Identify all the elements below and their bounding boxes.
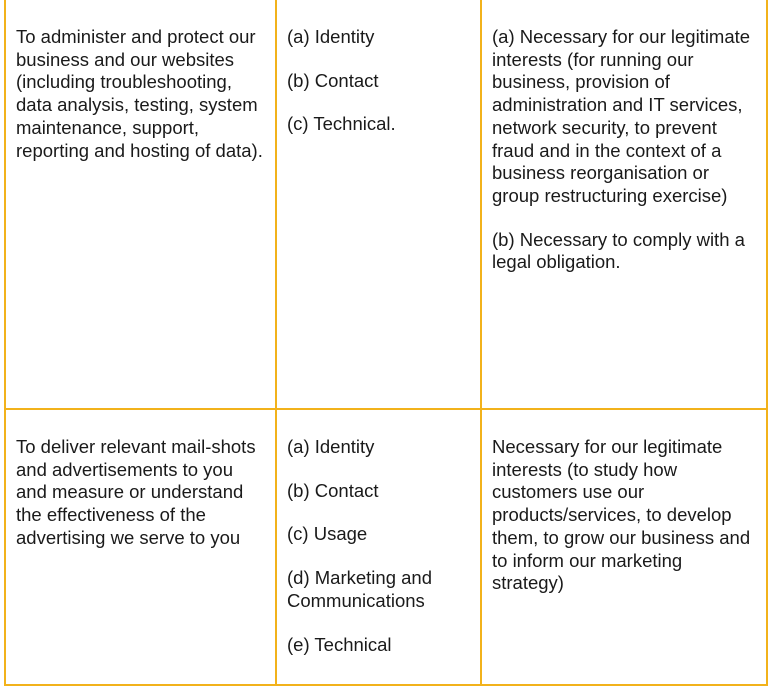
lawful-basis-item: Necessary for our legitimate interests (to study how customers use our products/services, to develop them, to grow our business and to inform our marketing strategy) xyxy=(492,436,751,594)
data-categories-cell xyxy=(276,0,481,409)
category-item: (a) Identity xyxy=(287,436,375,457)
category-item: (b) Contact xyxy=(287,69,379,91)
category-item: (a) Identity xyxy=(287,26,375,47)
purpose-text: To administer and protect our business and our websites (including troubleshooting, data analysis, testing, system maintenance, support, reporting and hosting of data). xyxy=(16,26,263,161)
category-item: (c) Usage xyxy=(287,523,368,545)
purpose-text: To deliver relevant mail-shots and advertisements to you and measure or understand the effectiveness of the advertising we serve to you xyxy=(16,436,256,548)
category-item: (b) Contact xyxy=(287,479,379,501)
category-item: (c) Technical. xyxy=(287,113,396,135)
lawful-basis-item: (b) Necessary to comply with a legal obligation. xyxy=(492,228,745,273)
purpose-cell xyxy=(5,0,276,409)
data-processing-table xyxy=(4,0,768,686)
purpose-cell xyxy=(5,409,276,685)
lawful-basis-item: (a) Necessary for our legitimate interests (for running our business, provision of administration and IT services, network security, to prevent fraud and in the context of a business reorganisation or group restructuring exercise) xyxy=(492,26,751,206)
data-categories-cell xyxy=(276,409,481,685)
lawful-basis-cell xyxy=(481,0,767,409)
lawful-basis-cell xyxy=(481,409,767,685)
category-item: (e) Technical xyxy=(287,633,392,655)
table-row xyxy=(5,0,767,409)
table-row xyxy=(5,409,767,685)
category-item: (d) Marketing and Communications xyxy=(287,567,432,611)
